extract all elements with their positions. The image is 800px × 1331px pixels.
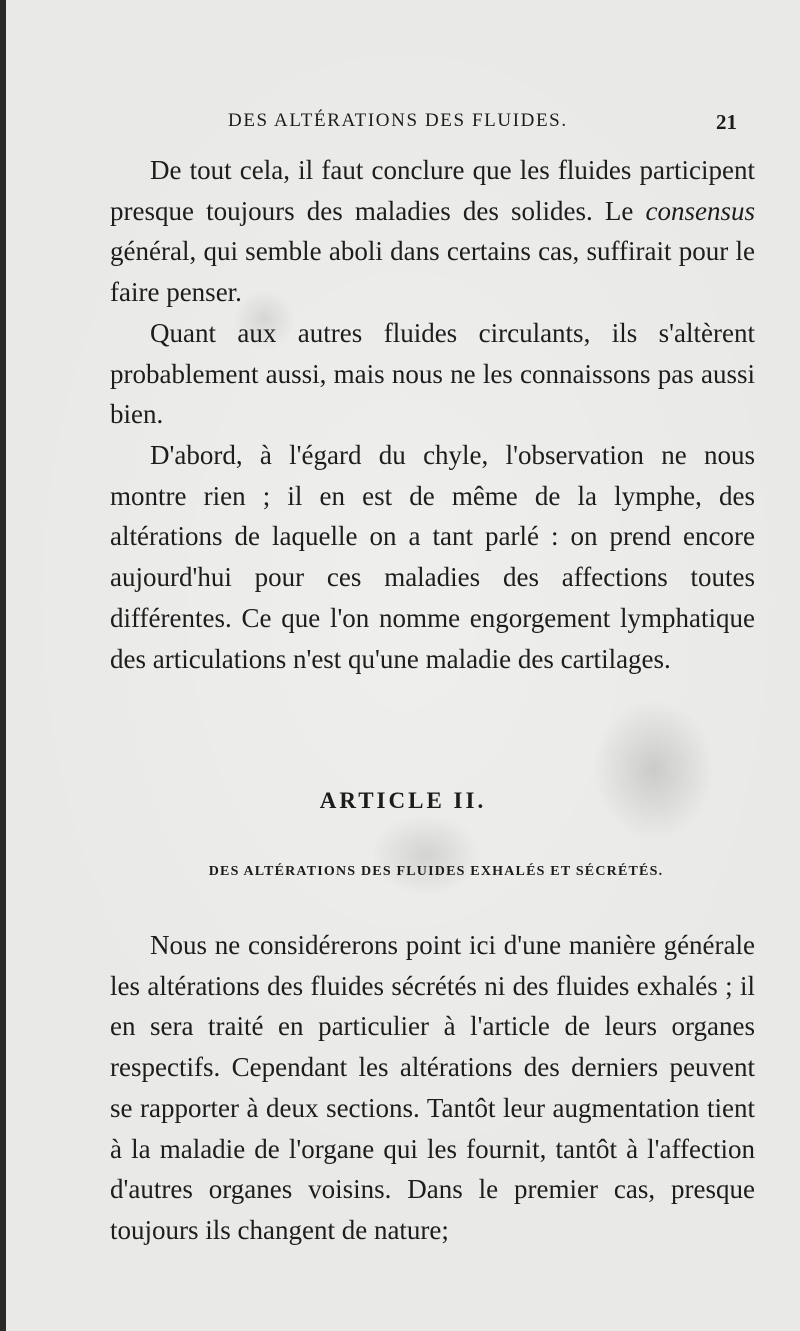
page-number: 21 [716, 110, 737, 134]
article-subtitle: DES ALTÉRATIONS DES FLUIDES EXHALÉS ET SÉCRÉTÉS. [208, 864, 664, 879]
paragraph-2 [110, 313, 755, 435]
paragraph-4 [110, 925, 755, 1251]
paragraph-1-text-before: De tout cela, il faut conclure que les fluides participent presque toujours des maladies des solides. Le [110, 155, 755, 226]
paragraph-2-text: Quant aux autres fluides circulants, ils s'altèrent probablement aussi, mais nous ne les connaissons pas aussi bien. [110, 318, 755, 430]
paragraph-1 [110, 150, 755, 313]
paragraph-1-text-after: général, qui semble aboli dans certains cas, suffirait pour le faire penser. [110, 236, 755, 308]
book-page [6, 0, 800, 1331]
paragraph-3 [110, 435, 755, 679]
paragraph-4-text: Nous ne considérerons point ici d'une manière générale les altérations des fluides sécrétés ni des fluides exhalés ; il en sera traité en particulier à l'article de leurs organes respectifs. Cependant les altérations des derniers peuvent se rapporter à deux sections. Tantôt leur augmentation tient à la maladie de l'organe qui les fournit, tantôt à l'affection d'autres organes voisins. Dans le premier cas, presque toujours ils changent de nature; [110, 930, 755, 1245]
running-title: DES ALTÉRATIONS DES FLUIDES. [228, 110, 568, 131]
article-title: ARTICLE II. [319, 788, 487, 813]
paragraph-3-text: D'abord, à l'égard du chyle, l'observation ne nous montre rien ; il en est de même de la lymphe, des altérations de laquelle on a tant parlé : on prend encore aujourd'hui pour ces maladies des affections toutes différentes. Ce que l'on nomme engorgement lymphatique des articulations n'est qu'une maladie des cartilages. [110, 440, 755, 674]
paragraph-1-italic: consensus [645, 195, 755, 226]
